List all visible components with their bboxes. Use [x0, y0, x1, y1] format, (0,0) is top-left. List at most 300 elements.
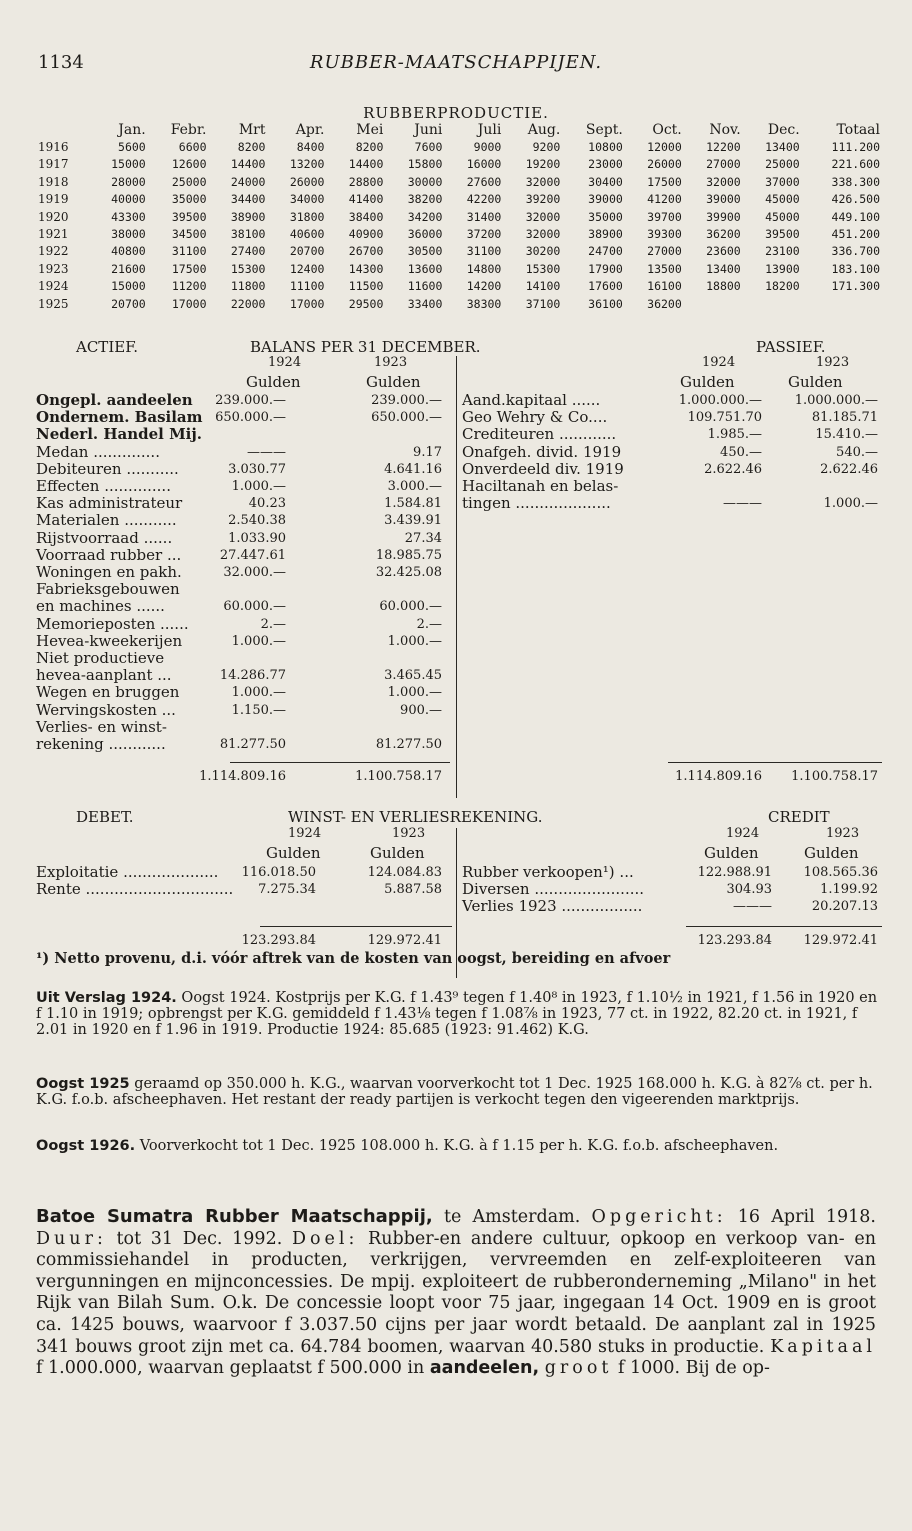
table-cell: 39500	[171, 209, 207, 224]
table-cell: 28000	[111, 174, 146, 189]
company-text-7: f 1000. Bij de op-	[612, 1358, 770, 1379]
passief-label: tingen ....................	[462, 494, 611, 513]
total-rule-left	[230, 762, 450, 763]
table-cell: 14800	[466, 261, 502, 276]
passief-label: Aand.kapitaal ......	[462, 391, 601, 409]
table-cell: 45000	[765, 192, 800, 207]
actief-row	[36, 633, 882, 650]
pl-unit-1: Gulden	[266, 844, 321, 862]
unit-left-2: Gulden	[366, 373, 421, 391]
actief-row	[36, 616, 882, 633]
table-cell: 24000	[230, 174, 266, 189]
company-text-2: 16 April 1918.	[726, 1207, 876, 1227]
table-cell	[743, 296, 802, 313]
total-actief-1924: 1.114.809.16	[199, 769, 286, 784]
actief-value-1924: 81.277.50	[219, 737, 286, 752]
oogst-1925-heading: Oogst 1925	[36, 1076, 130, 1092]
table-cell: 36100	[588, 296, 623, 311]
table-cell: 37200	[466, 227, 502, 242]
table-cell: 23600	[706, 244, 741, 259]
column-header: Oct.	[652, 122, 682, 138]
actief-value-1923: 1.584.81	[384, 496, 442, 512]
table-cell: 39000	[588, 192, 623, 207]
balance-totals	[36, 768, 882, 785]
pl-unit-4: Gulden	[804, 844, 859, 862]
table-cell: 34000	[289, 192, 325, 207]
column-header: Dec.	[767, 122, 800, 138]
credit-row	[36, 898, 882, 915]
table-cell: 11200	[171, 279, 207, 294]
table-cell: 25000	[765, 157, 800, 172]
pl-footnote: ¹) Netto provenu, d.i. vóór aftrek van de kosten van oogst, bereiding en afvoer	[36, 950, 671, 967]
actief-value-1924: 1.033.90	[228, 530, 286, 546]
table-cell: 30000	[407, 174, 443, 189]
company-text-5: f 1.000.000, waarvan geplaatst f 500.000 in	[36, 1358, 430, 1379]
credit-value-1923: 20.207.13	[811, 899, 878, 914]
table-row	[36, 261, 882, 278]
actief-label: Nederl. Handel Mij.	[36, 425, 203, 444]
table-cell: 32000	[525, 209, 561, 224]
debet-value-1923: 124.084.83	[367, 865, 442, 880]
table-cell: 8400	[296, 140, 325, 154]
table-cell: 40900	[348, 227, 384, 242]
table-cell: 45000	[765, 209, 800, 224]
table-cell: 15800	[407, 157, 443, 172]
year-1924-left: 1924	[268, 355, 302, 370]
passief-label: Onafgeh. divid. 1919	[462, 442, 622, 461]
actief-label: Rijstvoorraad ......	[36, 528, 173, 547]
credit-label: Verlies 1923 .................	[462, 897, 643, 915]
duur-label: Duur:	[36, 1228, 107, 1249]
table-cell: 36200	[706, 227, 741, 242]
table-cell: 27600	[466, 174, 502, 189]
pl-year-1923-right: 1923	[826, 826, 860, 841]
oogst-1925-note	[36, 1076, 882, 1108]
actief-row	[36, 564, 882, 581]
actief-label: en machines ......	[36, 597, 165, 616]
row-year: 1919	[38, 192, 69, 207]
opgericht-label: Opgericht:	[591, 1207, 727, 1227]
table-cell: 37100	[525, 296, 561, 311]
year-1924-right: 1924	[702, 355, 736, 370]
table-cell: 41400	[348, 192, 384, 207]
actief-row	[36, 736, 882, 753]
column-header: Mei	[356, 122, 384, 138]
row-year: 1923	[38, 261, 69, 276]
table-row	[36, 296, 882, 313]
actief-value-1924: 650.000.—	[215, 410, 286, 426]
table-cell: 15300	[230, 261, 266, 276]
unit-right-2: Gulden	[788, 373, 843, 391]
actief-value-1923: 650.000.—	[371, 410, 442, 426]
table-cell: 33400	[407, 296, 443, 311]
actief-label: Kas administrateur	[36, 494, 183, 513]
actief-label: Debiteuren ...........	[36, 459, 179, 478]
production-title: RUBBERPRODUCTIE.	[363, 104, 549, 122]
table-row	[36, 243, 882, 260]
table-cell: 38300	[466, 296, 502, 311]
passief-row	[36, 478, 882, 495]
credit-value-1924: 304.93	[726, 882, 772, 897]
pl-total-rule-right	[686, 926, 882, 927]
actief-label: Memorieposten ......	[36, 614, 189, 633]
verslag-note	[36, 990, 882, 1038]
column-header: Aug.	[527, 122, 561, 138]
actief-label: Ondernem. Basilam	[36, 408, 203, 427]
table-cell: 37000	[765, 174, 800, 189]
actief-value-1923: 2.—	[416, 616, 442, 632]
actief-value-1924: 1.000.—	[231, 633, 286, 649]
table-cell: 20700	[289, 244, 325, 259]
oogst-1926-heading: Oogst 1926.	[36, 1138, 136, 1154]
table-cell: 7600	[414, 140, 443, 154]
table-cell: 38400	[348, 209, 384, 224]
profit-loss	[36, 808, 882, 978]
row-year: 1922	[38, 244, 69, 259]
table-cell: 336.700	[831, 244, 880, 259]
row-year: 1925	[38, 296, 69, 311]
pl-title: WINST- EN VERLIESREKENING.	[288, 808, 543, 826]
table-row	[36, 278, 882, 295]
table-cell: 24700	[588, 244, 623, 259]
verslag-heading: Uit Verslag 1924.	[36, 990, 177, 1006]
debet-value-1924: 7.275.34	[258, 882, 316, 897]
table-cell: 35000	[588, 209, 623, 224]
table-row	[36, 191, 882, 208]
table-cell: 26000	[647, 157, 682, 172]
actief-value-1923: 1.000.—	[387, 685, 442, 701]
actief-label: rekening ............	[36, 735, 166, 753]
row-year: 1918	[38, 174, 69, 189]
unit-left-1: Gulden	[246, 373, 301, 391]
actief-label: Niet productieve	[36, 649, 165, 667]
passief-value-1924: ———	[723, 496, 762, 512]
table-cell: 11100	[289, 279, 325, 294]
table-cell: 25000	[171, 174, 207, 189]
table-cell: 39000	[706, 192, 741, 207]
table-cell: 40800	[111, 244, 146, 259]
credit-row	[36, 881, 882, 898]
credit-value-1924: ———	[733, 899, 772, 914]
page-header	[38, 52, 874, 80]
table-cell: 13400	[706, 261, 741, 276]
actief-row	[36, 684, 882, 701]
passief-value-1924: 109.751.70	[687, 410, 762, 426]
table-cell: 39700	[647, 209, 682, 224]
passief-row	[36, 426, 882, 443]
actief-value-1923: 239.000.—	[371, 393, 442, 408]
actief-label: Ongepl. aandeelen	[36, 391, 193, 409]
debet-title: DEBET.	[76, 808, 134, 826]
running-title: RUBBER-MAATSCHAPPIJEN.	[309, 52, 603, 73]
column-header: Jan.	[118, 122, 146, 138]
table-cell: 12200	[706, 140, 741, 154]
table-cell: 34500	[171, 227, 207, 242]
company-name: Batoe Sumatra Rubber Maatschappij,	[36, 1206, 433, 1227]
table-cell: 39500	[765, 227, 800, 242]
table-cell: 426.500	[831, 192, 880, 207]
unit-right-1: Gulden	[680, 373, 735, 391]
table-cell: 11800	[230, 279, 266, 294]
credit-value-1923: 1.199.92	[820, 882, 878, 897]
table-cell: 111.200	[831, 140, 880, 154]
table-cell: 13400	[765, 140, 800, 154]
total-actief-1923: 1.100.758.17	[355, 769, 442, 784]
debet-label: Rente ...............................	[36, 880, 234, 898]
table-cell: 14300	[348, 261, 384, 276]
passief-title: PASSIEF.	[756, 338, 826, 356]
actief-value-1923: 18.985.75	[375, 547, 442, 563]
actief-row	[36, 530, 882, 547]
passief-value-1923: 81.185.71	[811, 410, 878, 426]
table-cell: 6600	[178, 140, 207, 154]
debet-label: Exploitatie ....................	[36, 863, 219, 881]
table-cell: 26700	[348, 244, 384, 259]
table-cell: 40000	[111, 192, 146, 207]
table-cell: 338.300	[831, 174, 880, 189]
table-cell: 12400	[289, 261, 325, 276]
actief-value-1923: 3.465.45	[384, 668, 442, 684]
company-text-3: tot 31 Dec. 1992.	[106, 1228, 292, 1249]
actief-label: Fabrieksgebouwen	[36, 580, 180, 599]
table-cell: 30500	[407, 244, 443, 259]
passief-value-1923: 1.000.—	[823, 496, 878, 512]
table-cell: 27400	[230, 244, 266, 259]
row-year: 1921	[38, 227, 69, 242]
table-cell: 13500	[647, 261, 682, 276]
actief-value-1924: 2.540.38	[228, 513, 286, 529]
table-cell: 39200	[525, 192, 561, 207]
production-table	[36, 122, 882, 313]
table-cell: 38000	[111, 227, 146, 242]
company-text-1: te Amsterdam.	[432, 1207, 592, 1227]
actief-row	[36, 581, 882, 598]
credit-value-1924: 122.988.91	[697, 865, 772, 880]
actief-row	[36, 719, 882, 736]
actief-label: Verlies- en winst-	[36, 717, 167, 736]
table-cell: 31100	[171, 244, 207, 259]
passief-row	[36, 444, 882, 461]
table-cell: 34400	[230, 192, 266, 207]
table-cell: 11500	[348, 279, 384, 294]
table-cell: 30400	[588, 174, 623, 189]
column-header: Febr.	[170, 122, 207, 138]
table-cell: 13600	[407, 261, 443, 276]
table-cell: 31100	[466, 244, 502, 259]
total-passief-1923: 1.100.758.17	[791, 769, 878, 784]
actief-value-1924: 60.000.—	[223, 599, 286, 615]
table-cell: 15300	[525, 261, 561, 276]
passief-row	[36, 409, 882, 426]
actief-value-1924: 1.000.—	[231, 685, 286, 701]
actief-label: Voorraad rubber ...	[36, 545, 182, 564]
column-header: Mrt	[238, 122, 266, 138]
row-year: 1917	[38, 157, 69, 172]
column-header: Sept.	[585, 122, 623, 138]
table-cell: 39300	[647, 227, 682, 242]
table-cell: 15000	[111, 157, 146, 172]
table-cell: 20700	[111, 296, 146, 311]
table-cell: 13200	[289, 157, 325, 172]
actief-value-1924: 1.000.—	[231, 479, 286, 494]
actief-value-1924: 14.286.77	[219, 668, 286, 684]
table-cell: 21600	[111, 261, 146, 276]
balance-sheet	[36, 338, 882, 793]
table-cell: 12000	[647, 140, 682, 154]
credit-label: Rubber verkoopen¹) ...	[462, 863, 634, 881]
table-cell: 17000	[289, 296, 325, 311]
oogst-1925-text: geraamd op 350.000 h. K.G., waarvan voorverkocht tot 1 Dec. 1925 168.000 h. K.G. à 82⅞ ct. per h. K.G. f.o.b. afscheephaven. Het restant der ready partijen is verkocht tegen den vigeerenden marktprijs.	[36, 1076, 873, 1108]
table-cell: 14400	[230, 157, 266, 172]
table-cell: 8200	[237, 140, 266, 154]
table-cell: 16100	[647, 279, 682, 294]
table-cell: 38900	[588, 227, 623, 242]
actief-label: Materialen ...........	[36, 511, 177, 530]
table-cell: 28800	[348, 174, 384, 189]
actief-row	[36, 702, 882, 719]
actief-label: Wervingskosten ...	[36, 700, 176, 719]
table-cell: 23000	[588, 157, 623, 172]
pl-year-1924-right: 1924	[726, 826, 760, 841]
table-cell: 35000	[171, 192, 207, 207]
production-body	[36, 139, 882, 313]
table-cell: 18200	[765, 279, 800, 294]
passief-value-1923: 1.000.000.—	[794, 393, 878, 408]
table-cell: 41200	[647, 192, 682, 207]
company-entry	[36, 1206, 876, 1380]
table-cell: 42200	[466, 192, 502, 207]
groot-label: groot	[544, 1358, 613, 1379]
table-cell: 23100	[765, 244, 800, 259]
actief-value-1923: 3.000.—	[387, 479, 442, 494]
table-cell: 31800	[289, 209, 325, 224]
table-cell	[802, 296, 882, 313]
doel-label: Doel:	[291, 1228, 359, 1249]
actief-row	[36, 547, 882, 564]
actief-value-1923: 4.641.16	[384, 461, 442, 477]
passief-value-1924: 1.000.000.—	[678, 393, 762, 408]
table-cell: 16000	[466, 157, 502, 172]
table-cell: 17500	[647, 174, 682, 189]
table-cell: 38900	[230, 209, 266, 224]
table-cell: 221.600	[831, 157, 880, 172]
table-cell: 39900	[706, 209, 741, 224]
table-cell: 38200	[407, 192, 443, 207]
table-cell: 14400	[348, 157, 384, 172]
credit-label: Diversen .......................	[462, 880, 645, 898]
debet-value-1923: 5.887.58	[384, 882, 442, 897]
table-cell: 14200	[466, 279, 502, 294]
passief-row	[36, 392, 882, 409]
table-cell: 40600	[289, 227, 325, 242]
actief-value-1923: 32.425.08	[375, 565, 442, 580]
column-header: Juli	[477, 122, 502, 138]
table-cell: 183.100	[831, 261, 880, 276]
table-cell: 11600	[407, 279, 443, 294]
table-row	[36, 156, 882, 173]
total-debet-1924: 123.293.84	[241, 933, 316, 948]
total-rule-right	[668, 762, 882, 763]
pl-unit-2: Gulden	[370, 844, 425, 862]
table-cell: 43300	[111, 209, 146, 224]
table-row	[36, 226, 882, 243]
table-row	[36, 139, 882, 156]
page-number: 1134	[38, 52, 84, 73]
pl-year-1924-left: 1924	[288, 826, 322, 841]
passief-label: Onverdeeld div. 1919	[462, 459, 624, 478]
table-cell: 10800	[588, 140, 623, 154]
total-credit-1923: 129.972.41	[803, 933, 878, 948]
actief-label: hevea-aanplant ...	[36, 666, 172, 685]
total-credit-1924: 123.293.84	[697, 933, 772, 948]
table-cell: 32000	[706, 174, 741, 189]
column-header: Apr.	[295, 122, 325, 138]
passief-label: Geo Wehry & Co....	[462, 408, 608, 427]
table-cell: 451.200	[831, 227, 880, 242]
column-header: Juni	[414, 122, 443, 138]
table-cell: 31400	[466, 209, 502, 224]
passief-value-1923: 540.—	[836, 444, 878, 460]
table-cell: 22000	[230, 296, 266, 311]
row-year: 1920	[38, 209, 69, 224]
column-header: Nov.	[709, 122, 741, 138]
table-cell: 17500	[171, 261, 207, 276]
table-cell: 9000	[473, 140, 502, 154]
actief-row	[36, 667, 882, 684]
actief-title: ACTIEF.	[76, 338, 139, 356]
actief-value-1923: 900.—	[400, 702, 442, 718]
table-cell: 17000	[171, 296, 207, 311]
credit-value-1923: 108.565.36	[803, 865, 878, 880]
actief-value-1924: 32.000.—	[223, 565, 286, 580]
actief-value-1923: 60.000.—	[379, 599, 442, 615]
table-cell: 34200	[407, 209, 443, 224]
actief-value-1923: 3.439.91	[384, 513, 442, 529]
balance-title: BALANS PER 31 DECEMBER.	[250, 338, 481, 356]
passief-label: Haciltanah en belas-	[462, 477, 619, 495]
actief-value-1924: 3.030.77	[228, 461, 286, 477]
table-cell: 17900	[588, 261, 623, 276]
actief-value-1924: 27.447.61	[219, 547, 286, 563]
credit-title: CREDIT	[768, 808, 830, 826]
table-cell: 27000	[647, 244, 682, 259]
actief-label: Medan ..............	[36, 442, 160, 461]
table-cell: 30200	[525, 244, 561, 259]
company-text-4: Rubber-en andere cultuur, opkoop en verkoop van- en commissiehandel in producten, verkrijgen, vervreemden en zelf-exploiteeren van vergunningen en mijnconcessies. De mpij. exploiteert de rubberonderneming „Milano" in het Rijk van Bilah Sum. O.k. De concessie loopt voor 75 jaar, ingegaan 14 Oct. 1909 en is groot ca. 1425 bouws, waarvoor f 3.037.50 cijns per jaar wordt betaald. De aanplant zal in 1925 341 bouws groot zijn met ca. 64.784 boomen, waarvan 40.580 stuks in productie.	[36, 1228, 876, 1357]
actief-row	[36, 650, 882, 667]
actief-value-1923: 27.34	[404, 530, 442, 546]
passief-value-1924: 2.622.46	[704, 461, 762, 477]
pl-totals	[36, 932, 882, 949]
actief-value-1924: ———	[247, 444, 286, 460]
verslag-text: Oogst 1924. Kostprijs per K.G. f 1.43⁹ tegen f 1.40⁸ in 1923, f 1.10½ in 1921, f 1.56 in 1920 en f 1.10 in 1919; opbrengst per K.G. gemiddeld f 1.43⅛ tegen f 1.08⅞ in 1923, 77 ct. in 1922, 82.20 ct. in 1921, f 2.01 in 1920 en f 1.96 in 1919. Productie 1924: 85.685 (1923: 91.462) K.G.	[36, 990, 878, 1038]
passief-value-1924: 1.985.—	[707, 427, 762, 443]
year-1923-right: 1923	[816, 355, 850, 370]
actief-value-1923: 9.17	[413, 444, 442, 460]
table-cell: 36200	[647, 296, 682, 311]
table-cell: 26000	[289, 174, 325, 189]
table-cell	[684, 296, 743, 313]
table-cell: 13900	[765, 261, 800, 276]
table-cell: 38100	[230, 227, 266, 242]
pl-year-1923-left: 1923	[392, 826, 426, 841]
table-cell: 32000	[525, 174, 561, 189]
total-passief-1924: 1.114.809.16	[675, 769, 762, 784]
table-row	[36, 209, 882, 226]
actief-value-1924: 1.150.—	[231, 702, 286, 718]
total-debet-1923: 129.972.41	[367, 933, 442, 948]
passief-label: Crediteuren ............	[462, 425, 617, 444]
